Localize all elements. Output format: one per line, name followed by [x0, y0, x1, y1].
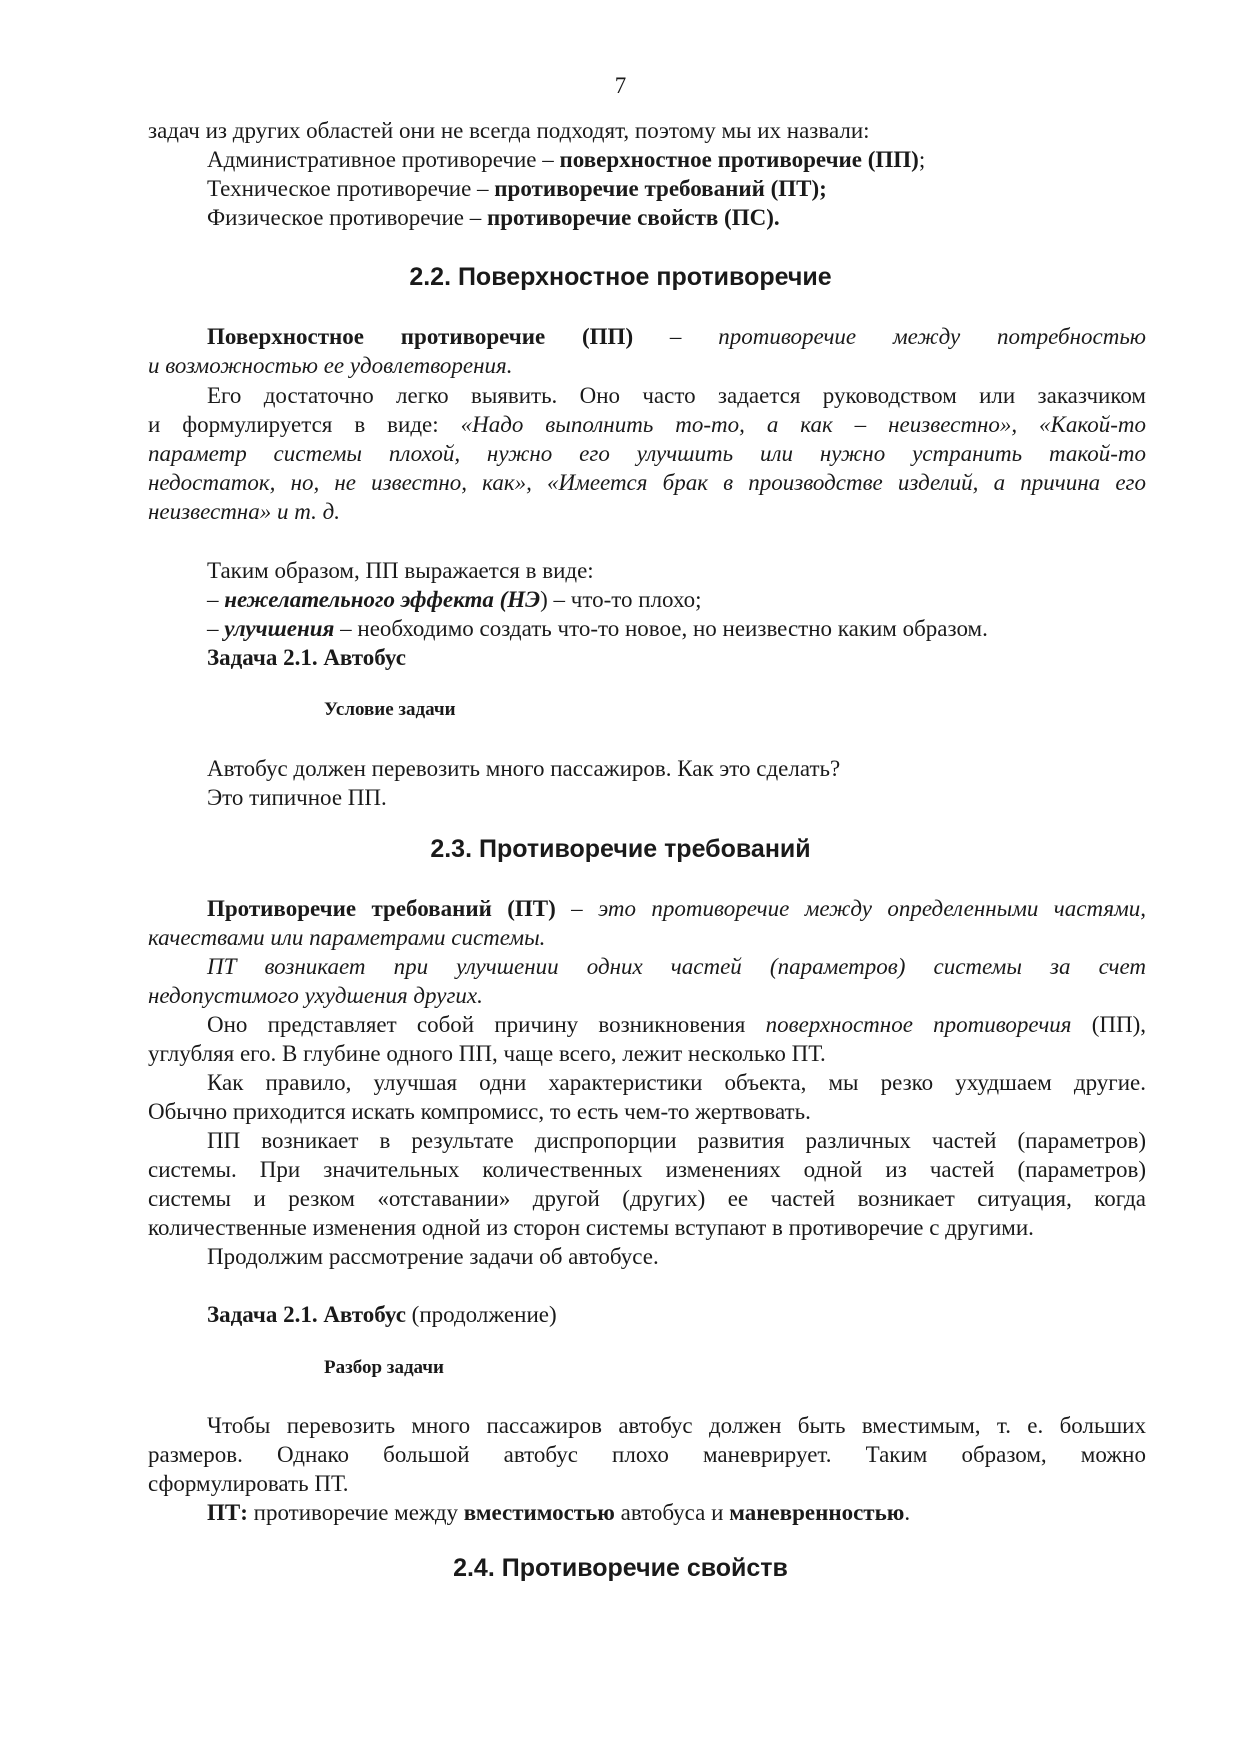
analysis-line: размеров. Однако большой автобус плохо маневрирует. Таким образом, можно: [148, 1442, 1146, 1467]
pt-paragraph-line: ПП возникает в результате диспропорции развития различных частей (параметров): [207, 1128, 1146, 1153]
condition-text: Автобус должен перевозить много пассажиров. Как это сделать?: [207, 756, 841, 781]
pt-paragraph-line: Продолжим рассмотрение задачи об автобусе.: [207, 1244, 659, 1269]
pt-paragraph-text: недопустимого ухудшения других.: [148, 983, 483, 1008]
definition-text: качествами или параметрами системы.: [148, 925, 546, 950]
intro-item-term: противоречие свойств (ПС).: [486, 205, 780, 230]
intro-lead: задач из других областей они не всегда подходят, поэтому мы их назвали:: [148, 118, 870, 143]
task-title: [207, 643, 406, 672]
pt-statement-text: автобуса и: [614, 1500, 730, 1525]
pt-paragraph-text: (ПП),: [1071, 1012, 1146, 1037]
pp-paragraph-line: [148, 439, 1146, 468]
condition-note: Это типичное ПП.: [207, 785, 387, 810]
task-title-note: (продолжение): [405, 1302, 557, 1327]
pp-paragraph-line: Его достаточно легко выявить. Оно часто задается руководством или заказчиком: [207, 383, 1146, 408]
pt-statement-term: вместимостью: [463, 1500, 615, 1525]
definition-text: противоречие между потребностью: [718, 324, 1147, 349]
task-title-text: Задача 2.1. Автобус: [207, 1302, 406, 1327]
pt-statement: [207, 1498, 910, 1527]
definition-dash: –: [633, 324, 719, 349]
intro-item-tail: ;: [918, 147, 926, 172]
intro-item-administrative: [207, 145, 925, 174]
pp-paragraph-line: [148, 468, 1146, 497]
pp-paragraph-quote: неизвестна» и т. д.: [148, 499, 340, 524]
pt-statement-label: ПТ:: [207, 1500, 248, 1525]
pt-paragraph-line: углубляя его. В глубине одного ПП, чаще всего, лежит несколько ПТ.: [148, 1041, 826, 1066]
intro-item-text: Физическое противоречие –: [207, 205, 487, 230]
definition-text: – это противоречие между определенными частями,: [555, 896, 1146, 921]
section-heading-2-3: 2.3. Противоречие требований: [430, 835, 811, 863]
pt-paragraph-text: Оно представляет собой причину возникновения: [207, 1012, 766, 1037]
list-term: улучшения: [224, 616, 335, 641]
analysis-line: сформулировать ПТ.: [148, 1471, 349, 1496]
definition-term: Противоречие требований (ПТ): [207, 896, 556, 921]
definition-pt-line2: [148, 923, 545, 952]
analysis-line: Чтобы перевозить много пассажиров автобус должен быть вместимым, т. е. больших: [207, 1413, 1146, 1438]
pp-paragraph-quote: «Надо выполнить то-то, а как – неизвестно», «Какой-то: [460, 412, 1146, 437]
condition-label: Условие задачи: [324, 699, 456, 720]
task-title-continued: [207, 1300, 557, 1329]
section-heading-2-4: 2.4. Противоречие свойств: [453, 1554, 788, 1582]
intro-item-text: Техническое противоречие –: [207, 176, 495, 201]
pp-form-undesired-effect: [207, 585, 702, 614]
pt-paragraph-line: [148, 981, 483, 1010]
analysis-label: Разбор задачи: [324, 1357, 444, 1378]
definition-pp-line2: [148, 351, 512, 380]
intro-item-physical: [207, 203, 780, 232]
pt-paragraph-line: Обычно приходится искать компромисс, то есть чем-то жертвовать.: [148, 1099, 811, 1124]
intro-item-technical: [207, 174, 827, 203]
definition-text: и возможностью ее удовлетворения.: [148, 353, 513, 378]
pt-paragraph-line: Как правило, улучшая одни характеристики объекта, мы резко ухудшаем другие.: [207, 1070, 1146, 1095]
intro-item-term: поверхностное противоречие (ПП): [559, 147, 919, 172]
pt-statement-term: маневренностью: [729, 1500, 905, 1525]
list-term: нежелательного эффекта (НЭ: [224, 587, 541, 612]
intro-item-text: Административное противоречие –: [207, 147, 560, 172]
pp-paragraph-quote: недостаток, но, не известно, как», «Имеется брак в производстве изделий, а причина его: [148, 470, 1146, 495]
page-number: 7: [614, 73, 627, 98]
list-dash: –: [207, 616, 225, 641]
pt-paragraph-term: поверхностное противоречия: [765, 1012, 1072, 1037]
pp-paragraph-quote: параметр системы плохой, нужно его улучшить или нужно устранить такой-то: [148, 441, 1146, 466]
pt-paragraph-line: системы и резком «отставании» другой (других) ее частей возникает ситуация, когда: [148, 1186, 1146, 1211]
pt-paragraph-line: количественные изменения одной из сторон системы вступают в противоречие с другими.: [148, 1215, 1034, 1240]
list-text: – необходимо создать что-то новое, но неизвестно каким образом.: [334, 616, 988, 641]
section-heading-2-2: 2.2. Поверхностное противоречие: [409, 263, 832, 291]
pt-paragraph-line: [207, 1010, 1146, 1039]
definition-pt-line1: [207, 894, 1146, 923]
pt-paragraph-line: [207, 952, 1146, 981]
task-title-text: Задача 2.1. Автобус: [207, 645, 406, 670]
pp-paragraph-text: и формулируется в виде:: [148, 412, 461, 437]
pp-form-improvement: [207, 614, 988, 643]
pt-statement-text: .: [904, 1500, 911, 1525]
pp-forms-lead: Таким образом, ПП выражается в виде:: [207, 558, 594, 583]
list-dash: –: [207, 587, 225, 612]
definition-pp-line1: [207, 322, 1146, 351]
pt-paragraph-text: ПТ возникает при улучшении одних частей (параметров) системы за счет: [207, 954, 1146, 979]
pp-paragraph-line: [148, 410, 1146, 439]
list-text: ) – что-то плохо;: [540, 587, 702, 612]
intro-item-term: противоречие требований (ПТ);: [494, 176, 827, 201]
pt-statement-text: противоречие между: [247, 1500, 464, 1525]
definition-term: Поверхностное противоречие (ПП): [207, 324, 634, 349]
pt-paragraph-line: системы. При значительных количественных изменениях одной из частей (параметров): [148, 1157, 1146, 1182]
pp-paragraph-line: [148, 497, 340, 526]
